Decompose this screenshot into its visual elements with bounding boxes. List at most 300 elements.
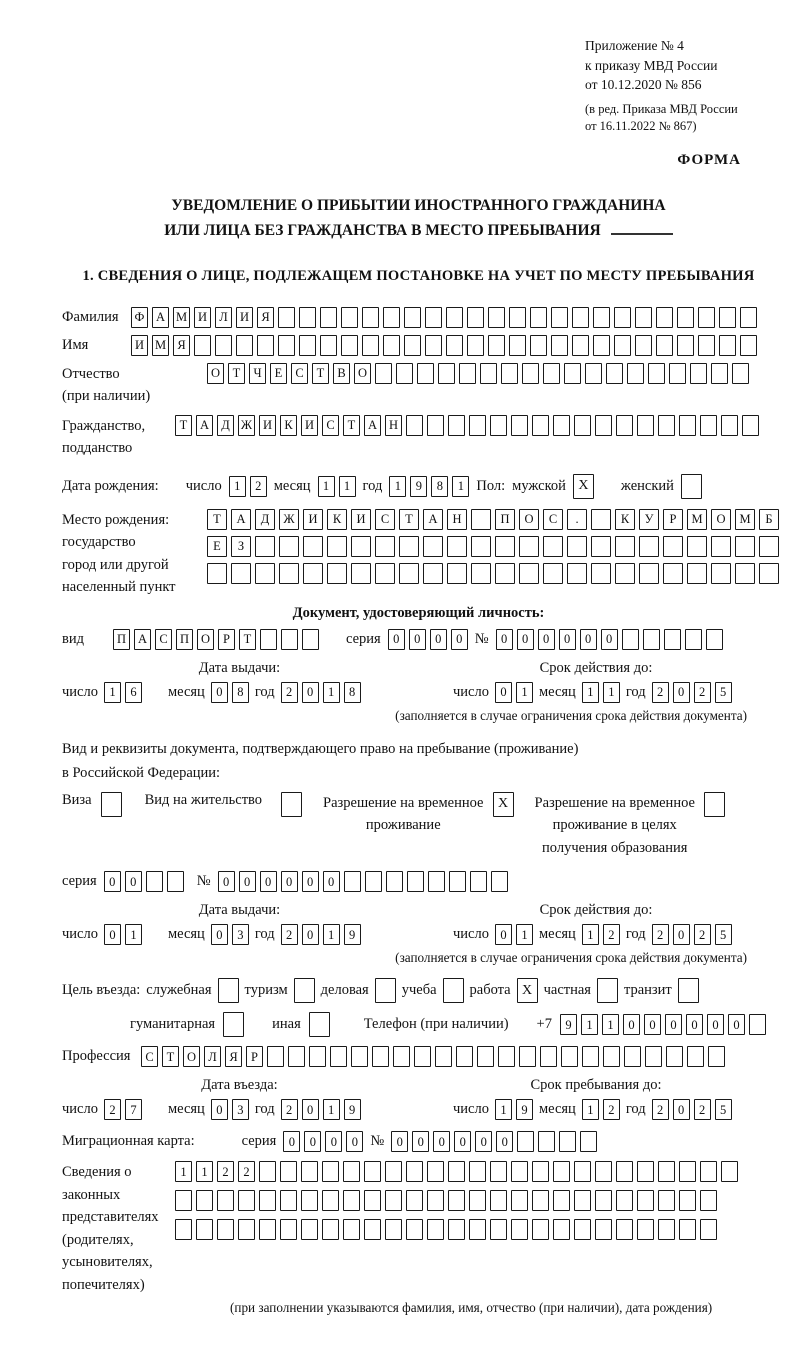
- birthplace-row1-cells-cell[interactable]: Т: [399, 509, 419, 530]
- birthplace-row2-cells-cell[interactable]: [351, 536, 371, 557]
- mig-number-cells-cell[interactable]: [580, 1131, 597, 1152]
- legal-rep-row2-cells-cell[interactable]: [301, 1190, 318, 1211]
- res-issue-month-cells-cell[interactable]: 3: [232, 924, 249, 945]
- legal-rep-row1-cells-cell[interactable]: [700, 1161, 717, 1182]
- temp-residence-checkbox[interactable]: [493, 792, 514, 817]
- mig-number-cells-cell[interactable]: 0: [433, 1131, 450, 1152]
- citizenship-cells-cell[interactable]: И: [259, 415, 276, 436]
- legal-rep-row1-cells-cell[interactable]: [406, 1161, 423, 1182]
- firstname-cells-cell[interactable]: [278, 335, 295, 356]
- birthplace-row3-cells-cell[interactable]: [303, 563, 323, 584]
- birth-year-cells-cell[interactable]: 1: [389, 476, 406, 497]
- citizenship-cells-cell[interactable]: [406, 415, 423, 436]
- id-issue-year-cells-cell[interactable]: 2: [281, 682, 298, 703]
- legal-rep-row2-cells-cell[interactable]: [196, 1190, 213, 1211]
- mig-series-cells-cell[interactable]: 0: [325, 1131, 342, 1152]
- female-checkbox[interactable]: [681, 474, 702, 499]
- id-valid-year-cells-cell[interactable]: 2: [694, 682, 711, 703]
- res-number-cells-cell[interactable]: [386, 871, 403, 892]
- patronymic-cells-cell[interactable]: [564, 363, 581, 384]
- res-number-cells-cell[interactable]: 0: [239, 871, 256, 892]
- res-number-cells-cell[interactable]: [407, 871, 424, 892]
- birthplace-row3-cells-cell[interactable]: [711, 563, 731, 584]
- temp-residence-edu-checkbox[interactable]: [704, 792, 725, 817]
- legal-rep-row3-cells-cell[interactable]: [427, 1219, 444, 1240]
- id-valid-year-cells-cell[interactable]: 2: [652, 682, 669, 703]
- male-checkbox-cell[interactable]: X: [573, 474, 594, 499]
- purpose-other-checkbox-cell[interactable]: [309, 1012, 330, 1037]
- legal-rep-row1-cells-cell[interactable]: 2: [217, 1161, 234, 1182]
- legal-rep-row1-cells-cell[interactable]: [427, 1161, 444, 1182]
- entry-year-cells-cell[interactable]: 1: [323, 1099, 340, 1120]
- citizenship-cells-cell[interactable]: [637, 415, 654, 436]
- res-valid-day-cells[interactable]: [495, 924, 533, 945]
- male-checkbox[interactable]: [573, 474, 594, 499]
- mig-series-cells-cell[interactable]: 0: [283, 1131, 300, 1152]
- birthplace-row1-cells-cell[interactable]: И: [303, 509, 323, 530]
- firstname-cells-cell[interactable]: [362, 335, 379, 356]
- birthplace-row2-cells-cell[interactable]: [327, 536, 347, 557]
- visa-checkbox-cell[interactable]: [101, 792, 122, 817]
- citizenship-cells-cell[interactable]: А: [196, 415, 213, 436]
- legal-rep-row2-cells-cell[interactable]: [217, 1190, 234, 1211]
- birthplace-row1-cells-cell[interactable]: О: [711, 509, 731, 530]
- mig-series-cells-cell[interactable]: 0: [304, 1131, 321, 1152]
- legal-rep-row2-cells[interactable]: [175, 1190, 738, 1211]
- legal-rep-row3-cells-cell[interactable]: [448, 1219, 465, 1240]
- birth-month-cells[interactable]: [318, 476, 356, 497]
- doc-number-cells-cell[interactable]: [622, 629, 639, 650]
- mig-series-cells-cell[interactable]: 0: [346, 1131, 363, 1152]
- purpose-transit-checkbox-cell[interactable]: [678, 978, 699, 1003]
- firstname-cells-cell[interactable]: [509, 335, 526, 356]
- legal-rep-row3-cells-cell[interactable]: [217, 1219, 234, 1240]
- res-valid-month-cells-cell[interactable]: 1: [582, 924, 599, 945]
- doc-series-cells-cell[interactable]: 0: [388, 629, 405, 650]
- birthplace-row1-cells-cell[interactable]: [591, 509, 611, 530]
- birthplace-row1-cells-cell[interactable]: С: [543, 509, 563, 530]
- legal-rep-row1-cells-cell[interactable]: [658, 1161, 675, 1182]
- legal-rep-row2-cells-cell[interactable]: [637, 1190, 654, 1211]
- surname-cells-cell[interactable]: [488, 307, 505, 328]
- firstname-cells-cell[interactable]: [425, 335, 442, 356]
- legal-rep-row3-cells-cell[interactable]: [574, 1219, 591, 1240]
- citizenship-cells-cell[interactable]: Д: [217, 415, 234, 436]
- birthplace-row2-cells[interactable]: [207, 536, 779, 557]
- res-series-cells[interactable]: [104, 871, 184, 892]
- surname-cells-cell[interactable]: [467, 307, 484, 328]
- birthplace-row1-cells-cell[interactable]: М: [687, 509, 707, 530]
- id-valid-day-cells-cell[interactable]: 0: [495, 682, 512, 703]
- birthplace-row1-cells-cell[interactable]: [471, 509, 491, 530]
- legal-rep-row1-cells-cell[interactable]: [490, 1161, 507, 1182]
- legal-rep-row1-cells-cell[interactable]: [637, 1161, 654, 1182]
- legal-rep-row3-cells[interactable]: [175, 1219, 738, 1240]
- doc-number-cells-cell[interactable]: 0: [538, 629, 555, 650]
- profession-cells-cell[interactable]: [414, 1046, 431, 1067]
- firstname-cells-cell[interactable]: И: [131, 335, 148, 356]
- legal-rep-row2-cells-cell[interactable]: [238, 1190, 255, 1211]
- doc-number-cells[interactable]: [496, 629, 723, 650]
- purpose-tourism-checkbox-cell[interactable]: [294, 978, 315, 1003]
- doc-type-cells-cell[interactable]: Т: [239, 629, 256, 650]
- phone-cells-cell[interactable]: 1: [581, 1014, 598, 1035]
- legal-rep-row3-cells-cell[interactable]: [238, 1219, 255, 1240]
- profession-cells-cell[interactable]: С: [141, 1046, 158, 1067]
- firstname-cells-cell[interactable]: [698, 335, 715, 356]
- stay-year-cells-cell[interactable]: 2: [694, 1099, 711, 1120]
- citizenship-cells-cell[interactable]: [511, 415, 528, 436]
- legal-rep-row1-cells-cell[interactable]: [469, 1161, 486, 1182]
- doc-type-cells-cell[interactable]: А: [134, 629, 151, 650]
- id-valid-month-cells[interactable]: [582, 682, 620, 703]
- purpose-work-checkbox-cell[interactable]: X: [517, 978, 538, 1003]
- mig-number-cells-cell[interactable]: [538, 1131, 555, 1152]
- birthplace-row3-cells-cell[interactable]: [447, 563, 467, 584]
- residence-permit-checkbox-cell[interactable]: [281, 792, 302, 817]
- birthplace-row3-cells-cell[interactable]: [759, 563, 779, 584]
- doc-series-cells-cell[interactable]: 0: [409, 629, 426, 650]
- birthplace-row3-cells-cell[interactable]: [279, 563, 299, 584]
- birth-year-cells-cell[interactable]: 1: [452, 476, 469, 497]
- birthplace-row2-cells-cell[interactable]: Е: [207, 536, 227, 557]
- firstname-cells-cell[interactable]: М: [152, 335, 169, 356]
- entry-month-cells-cell[interactable]: 0: [211, 1099, 228, 1120]
- mig-series-cells[interactable]: [283, 1131, 363, 1152]
- birthplace-row3-cells-cell[interactable]: [663, 563, 683, 584]
- surname-cells-cell[interactable]: И: [194, 307, 211, 328]
- res-issue-month-cells[interactable]: [211, 924, 249, 945]
- birthplace-row3-cells-cell[interactable]: [639, 563, 659, 584]
- doc-type-cells-cell[interactable]: Р: [218, 629, 235, 650]
- surname-cells-cell[interactable]: [698, 307, 715, 328]
- legal-rep-row3-cells-cell[interactable]: [637, 1219, 654, 1240]
- legal-rep-row2-cells-cell[interactable]: [469, 1190, 486, 1211]
- doc-type-cells-cell[interactable]: [302, 629, 319, 650]
- profession-cells-cell[interactable]: [687, 1046, 704, 1067]
- phone-cells-cell[interactable]: 0: [686, 1014, 703, 1035]
- female-checkbox-cell[interactable]: [681, 474, 702, 499]
- birthplace-row1-cells[interactable]: [207, 509, 779, 530]
- firstname-cells-cell[interactable]: [341, 335, 358, 356]
- stay-month-cells-cell[interactable]: 1: [582, 1099, 599, 1120]
- birthplace-row3-cells-cell[interactable]: [615, 563, 635, 584]
- purpose-other-checkbox[interactable]: [309, 1012, 330, 1037]
- firstname-cells-cell[interactable]: [719, 335, 736, 356]
- phone-cells-cell[interactable]: 0: [665, 1014, 682, 1035]
- legal-rep-row3-cells-cell[interactable]: [343, 1219, 360, 1240]
- surname-cells-cell[interactable]: [572, 307, 589, 328]
- legal-rep-row2-cells-cell[interactable]: [259, 1190, 276, 1211]
- birthplace-row1-cells-cell[interactable]: .: [567, 509, 587, 530]
- profession-cells-cell[interactable]: Р: [246, 1046, 263, 1067]
- id-issue-year-cells-cell[interactable]: 0: [302, 682, 319, 703]
- legal-rep-row3-cells-cell[interactable]: [280, 1219, 297, 1240]
- doc-type-cells-cell[interactable]: [260, 629, 277, 650]
- birthplace-row3-cells-cell[interactable]: [255, 563, 275, 584]
- citizenship-cells-cell[interactable]: [469, 415, 486, 436]
- res-number-cells-cell[interactable]: [449, 871, 466, 892]
- purpose-humanitarian-checkbox-cell[interactable]: [223, 1012, 244, 1037]
- surname-cells-cell[interactable]: [320, 307, 337, 328]
- res-issue-day-cells-cell[interactable]: 0: [104, 924, 121, 945]
- purpose-business-checkbox-cell[interactable]: [375, 978, 396, 1003]
- res-number-cells-cell[interactable]: [491, 871, 508, 892]
- doc-number-cells-cell[interactable]: 0: [559, 629, 576, 650]
- purpose-official-checkbox-cell[interactable]: [218, 978, 239, 1003]
- surname-cells-cell[interactable]: [299, 307, 316, 328]
- patronymic-cells-cell[interactable]: [459, 363, 476, 384]
- legal-rep-row3-cells-cell[interactable]: [196, 1219, 213, 1240]
- surname-cells-cell[interactable]: [614, 307, 631, 328]
- legal-rep-row1-cells-cell[interactable]: [385, 1161, 402, 1182]
- birthplace-row2-cells-cell[interactable]: [519, 536, 539, 557]
- mig-number-cells-cell[interactable]: [517, 1131, 534, 1152]
- profession-cells-cell[interactable]: [498, 1046, 515, 1067]
- id-issue-day-cells-cell[interactable]: 6: [125, 682, 142, 703]
- profession-cells-cell[interactable]: Я: [225, 1046, 242, 1067]
- birthplace-row2-cells-cell[interactable]: [591, 536, 611, 557]
- profession-cells[interactable]: [141, 1046, 725, 1067]
- birthplace-row1-cells-cell[interactable]: П: [495, 509, 515, 530]
- legal-rep-row3-cells-cell[interactable]: [175, 1219, 192, 1240]
- patronymic-cells-cell[interactable]: Ч: [249, 363, 266, 384]
- residence-permit-checkbox[interactable]: [281, 792, 302, 817]
- profession-cells-cell[interactable]: [666, 1046, 683, 1067]
- purpose-study-checkbox[interactable]: [443, 978, 464, 1003]
- id-valid-day-cells[interactable]: [495, 682, 533, 703]
- citizenship-cells-cell[interactable]: [700, 415, 717, 436]
- legal-rep-row1-cells-cell[interactable]: [574, 1161, 591, 1182]
- res-valid-day-cells-cell[interactable]: 0: [495, 924, 512, 945]
- surname-cells-cell[interactable]: [656, 307, 673, 328]
- surname-cells-cell[interactable]: [425, 307, 442, 328]
- doc-type-cells-cell[interactable]: П: [176, 629, 193, 650]
- profession-cells-cell[interactable]: [477, 1046, 494, 1067]
- legal-rep-row2-cells-cell[interactable]: [385, 1190, 402, 1211]
- birthplace-row1-cells-cell[interactable]: О: [519, 509, 539, 530]
- entry-year-cells-cell[interactable]: 0: [302, 1099, 319, 1120]
- res-series-cells-cell[interactable]: [146, 871, 163, 892]
- patronymic-cells-cell[interactable]: [732, 363, 749, 384]
- firstname-cells-cell[interactable]: [194, 335, 211, 356]
- birthplace-row2-cells-cell[interactable]: [687, 536, 707, 557]
- stay-year-cells-cell[interactable]: 2: [652, 1099, 669, 1120]
- birthplace-row3-cells-cell[interactable]: [231, 563, 251, 584]
- birthplace-row2-cells-cell[interactable]: З: [231, 536, 251, 557]
- citizenship-cells-cell[interactable]: [427, 415, 444, 436]
- firstname-cells-cell[interactable]: [404, 335, 421, 356]
- legal-rep-row2-cells-cell[interactable]: [364, 1190, 381, 1211]
- birth-day-cells[interactable]: [229, 476, 267, 497]
- legal-rep-row1-cells-cell[interactable]: [532, 1161, 549, 1182]
- phone-cells[interactable]: [560, 1014, 766, 1035]
- res-valid-year-cells-cell[interactable]: 2: [694, 924, 711, 945]
- patronymic-cells-cell[interactable]: [669, 363, 686, 384]
- mig-number-cells-cell[interactable]: 0: [475, 1131, 492, 1152]
- firstname-cells[interactable]: [131, 335, 757, 356]
- firstname-cells-cell[interactable]: [215, 335, 232, 356]
- firstname-cells-cell[interactable]: [677, 335, 694, 356]
- legal-rep-row3-cells-cell[interactable]: [385, 1219, 402, 1240]
- phone-cells-cell[interactable]: 0: [623, 1014, 640, 1035]
- patronymic-cells-cell[interactable]: В: [333, 363, 350, 384]
- stay-month-cells[interactable]: [582, 1099, 620, 1120]
- birthplace-row3-cells-cell[interactable]: [327, 563, 347, 584]
- doc-number-cells-cell[interactable]: 0: [580, 629, 597, 650]
- surname-cells-cell[interactable]: [677, 307, 694, 328]
- mig-number-cells-cell[interactable]: 0: [412, 1131, 429, 1152]
- entry-day-cells-cell[interactable]: 7: [125, 1099, 142, 1120]
- citizenship-cells-cell[interactable]: [616, 415, 633, 436]
- patronymic-cells-cell[interactable]: [522, 363, 539, 384]
- legal-rep-row2-cells-cell[interactable]: [679, 1190, 696, 1211]
- birthplace-row2-cells-cell[interactable]: [663, 536, 683, 557]
- birthplace-row3-cells-cell[interactable]: [519, 563, 539, 584]
- legal-rep-row2-cells-cell[interactable]: [595, 1190, 612, 1211]
- legal-rep-row3-cells-cell[interactable]: [259, 1219, 276, 1240]
- entry-day-cells[interactable]: [104, 1099, 142, 1120]
- citizenship-cells-cell[interactable]: [658, 415, 675, 436]
- doc-series-cells[interactable]: [388, 629, 468, 650]
- birthplace-row1-cells-cell[interactable]: С: [375, 509, 395, 530]
- firstname-cells-cell[interactable]: [530, 335, 547, 356]
- legal-rep-row3-cells-cell[interactable]: [658, 1219, 675, 1240]
- birthplace-row3-cells-cell[interactable]: [567, 563, 587, 584]
- phone-cells-cell[interactable]: 1: [602, 1014, 619, 1035]
- firstname-cells-cell[interactable]: Я: [173, 335, 190, 356]
- birth-year-cells-cell[interactable]: 9: [410, 476, 427, 497]
- legal-rep-row2-cells-cell[interactable]: [322, 1190, 339, 1211]
- res-issue-year-cells-cell[interactable]: 1: [323, 924, 340, 945]
- patronymic-cells-cell[interactable]: [396, 363, 413, 384]
- birthplace-row1-cells-cell[interactable]: У: [639, 509, 659, 530]
- legal-rep-row3-cells-cell[interactable]: [490, 1219, 507, 1240]
- citizenship-cells-cell[interactable]: [448, 415, 465, 436]
- id-issue-month-cells-cell[interactable]: 0: [211, 682, 228, 703]
- firstname-cells-cell[interactable]: [593, 335, 610, 356]
- entry-day-cells-cell[interactable]: 2: [104, 1099, 121, 1120]
- stay-year-cells-cell[interactable]: 0: [673, 1099, 690, 1120]
- surname-cells-cell[interactable]: [635, 307, 652, 328]
- patronymic-cells-cell[interactable]: О: [207, 363, 224, 384]
- purpose-tourism-checkbox[interactable]: [294, 978, 315, 1003]
- birthplace-row2-cells-cell[interactable]: [423, 536, 443, 557]
- birthplace-row3-cells-cell[interactable]: [399, 563, 419, 584]
- legal-rep-row2-cells-cell[interactable]: [574, 1190, 591, 1211]
- firstname-cells-cell[interactable]: [488, 335, 505, 356]
- firstname-cells-cell[interactable]: [383, 335, 400, 356]
- firstname-cells-cell[interactable]: [635, 335, 652, 356]
- stay-day-cells-cell[interactable]: 1: [495, 1099, 512, 1120]
- patronymic-cells-cell[interactable]: С: [291, 363, 308, 384]
- legal-rep-row2-cells-cell[interactable]: [343, 1190, 360, 1211]
- birthplace-row1-cells-cell[interactable]: А: [423, 509, 443, 530]
- patronymic-cells-cell[interactable]: [648, 363, 665, 384]
- stay-year-cells-cell[interactable]: 5: [715, 1099, 732, 1120]
- res-series-cells-cell[interactable]: [167, 871, 184, 892]
- purpose-humanitarian-checkbox[interactable]: [223, 1012, 244, 1037]
- res-valid-month-cells[interactable]: [582, 924, 620, 945]
- patronymic-cells[interactable]: [207, 363, 749, 384]
- entry-year-cells-cell[interactable]: 2: [281, 1099, 298, 1120]
- stay-day-cells[interactable]: [495, 1099, 533, 1120]
- id-issue-month-cells-cell[interactable]: 8: [232, 682, 249, 703]
- profession-cells-cell[interactable]: [435, 1046, 452, 1067]
- patronymic-cells-cell[interactable]: [501, 363, 518, 384]
- mig-number-cells-cell[interactable]: 0: [496, 1131, 513, 1152]
- legal-rep-row1-cells-cell[interactable]: [343, 1161, 360, 1182]
- legal-rep-row2-cells-cell[interactable]: [553, 1190, 570, 1211]
- legal-rep-row3-cells-cell[interactable]: [532, 1219, 549, 1240]
- legal-rep-row3-cells-cell[interactable]: [616, 1219, 633, 1240]
- birthplace-row2-cells-cell[interactable]: [711, 536, 731, 557]
- res-valid-year-cells[interactable]: [652, 924, 732, 945]
- res-issue-day-cells[interactable]: [104, 924, 142, 945]
- id-valid-month-cells-cell[interactable]: 1: [603, 682, 620, 703]
- id-issue-day-cells[interactable]: [104, 682, 142, 703]
- res-issue-month-cells-cell[interactable]: 0: [211, 924, 228, 945]
- patronymic-cells-cell[interactable]: [438, 363, 455, 384]
- citizenship-cells-cell[interactable]: [742, 415, 759, 436]
- temp-residence-checkbox-cell[interactable]: X: [493, 792, 514, 817]
- birthplace-row3-cells-cell[interactable]: [495, 563, 515, 584]
- birth-year-cells-cell[interactable]: 8: [431, 476, 448, 497]
- legal-rep-row1-cells-cell[interactable]: 1: [175, 1161, 192, 1182]
- phone-cells-cell[interactable]: 9: [560, 1014, 577, 1035]
- birthplace-row2-cells-cell[interactable]: [759, 536, 779, 557]
- birthplace-row1-cells-cell[interactable]: М: [735, 509, 755, 530]
- res-number-cells-cell[interactable]: 0: [302, 871, 319, 892]
- birthplace-row1-cells-cell[interactable]: Ж: [279, 509, 299, 530]
- purpose-work-checkbox[interactable]: [517, 978, 538, 1003]
- res-number-cells-cell[interactable]: [344, 871, 361, 892]
- legal-rep-row1-cells-cell[interactable]: [448, 1161, 465, 1182]
- surname-cells-cell[interactable]: [446, 307, 463, 328]
- citizenship-cells-cell[interactable]: Ж: [238, 415, 255, 436]
- id-valid-day-cells-cell[interactable]: 1: [516, 682, 533, 703]
- legal-rep-row1-cells-cell[interactable]: [511, 1161, 528, 1182]
- legal-rep-row3-cells-cell[interactable]: [322, 1219, 339, 1240]
- legal-rep-row1-cells-cell[interactable]: [679, 1161, 696, 1182]
- legal-rep-row1-cells[interactable]: [175, 1161, 738, 1182]
- doc-type-cells-cell[interactable]: О: [197, 629, 214, 650]
- legal-rep-row2-cells-cell[interactable]: [700, 1190, 717, 1211]
- stay-year-cells[interactable]: [652, 1099, 732, 1120]
- birth-month-cells-cell[interactable]: 1: [339, 476, 356, 497]
- legal-rep-row3-cells-cell[interactable]: [406, 1219, 423, 1240]
- citizenship-cells-cell[interactable]: Т: [343, 415, 360, 436]
- surname-cells-cell[interactable]: [530, 307, 547, 328]
- res-number-cells-cell[interactable]: [428, 871, 445, 892]
- birthplace-row2-cells-cell[interactable]: [615, 536, 635, 557]
- citizenship-cells-cell[interactable]: А: [364, 415, 381, 436]
- birthplace-row2-cells-cell[interactable]: [447, 536, 467, 557]
- citizenship-cells-cell[interactable]: С: [322, 415, 339, 436]
- birthplace-row2-cells-cell[interactable]: [399, 536, 419, 557]
- res-valid-day-cells-cell[interactable]: 1: [516, 924, 533, 945]
- citizenship-cells-cell[interactable]: Т: [175, 415, 192, 436]
- birthplace-row2-cells-cell[interactable]: [471, 536, 491, 557]
- legal-rep-row1-cells-cell[interactable]: [595, 1161, 612, 1182]
- legal-rep-row1-cells-cell[interactable]: 1: [196, 1161, 213, 1182]
- birthplace-row1-cells-cell[interactable]: А: [231, 509, 251, 530]
- profession-cells-cell[interactable]: [372, 1046, 389, 1067]
- doc-number-cells-cell[interactable]: 0: [496, 629, 513, 650]
- surname-cells-cell[interactable]: А: [152, 307, 169, 328]
- citizenship-cells-cell[interactable]: [595, 415, 612, 436]
- profession-cells-cell[interactable]: Т: [162, 1046, 179, 1067]
